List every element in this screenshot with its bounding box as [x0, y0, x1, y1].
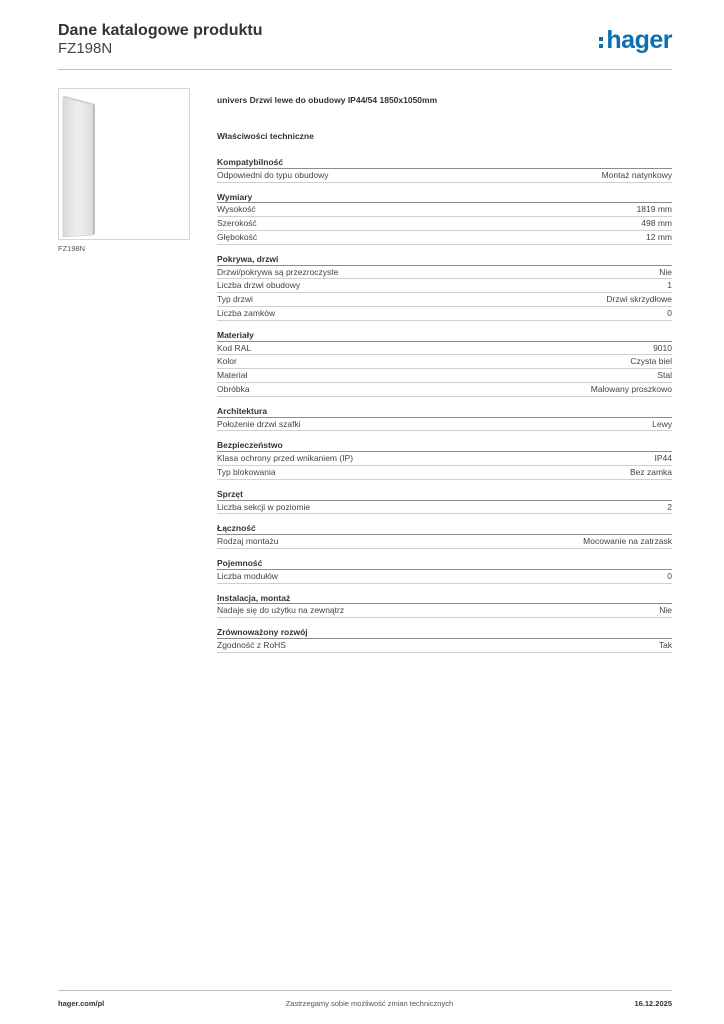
spec-row [217, 231, 672, 245]
page-header [58, 22, 672, 70]
technical-properties-title: Właściwości techniczne [217, 131, 314, 141]
spec-section [217, 405, 672, 432]
spec-row [217, 307, 672, 321]
spec-value: Stal [657, 370, 672, 381]
section-title: Pojemność [217, 557, 672, 570]
spec-row [217, 535, 672, 549]
spec-label: Położenie drzwi szafki [217, 418, 301, 429]
spec-label: Typ drzwi [217, 294, 253, 305]
page-footer [58, 990, 672, 1008]
spec-row [217, 452, 672, 466]
spec-value: Nie [659, 266, 672, 277]
spec-section [217, 191, 672, 245]
spec-value: Bez zamka [629, 466, 672, 477]
spec-section [217, 592, 672, 619]
spec-row [217, 639, 672, 653]
spec-section [217, 488, 672, 515]
product-image [58, 88, 190, 240]
spec-value: 0 [667, 307, 672, 318]
spec-label: Rodzaj montażu [217, 536, 279, 547]
spec-section [217, 557, 672, 584]
spec-label: Liczba modułów [217, 570, 278, 581]
spec-value: Mocowanie na zatrzask [583, 536, 672, 547]
spec-label: Nadaje się do użytku na zewnątrz [217, 605, 345, 616]
section-title: Architektura [217, 405, 672, 418]
technical-sections [217, 156, 672, 653]
spec-row [217, 203, 672, 217]
spec-label: Obróbka [217, 383, 250, 394]
spec-value: Malowany proszkowo [590, 383, 672, 394]
spec-row [217, 355, 672, 369]
spec-row [217, 383, 672, 397]
spec-section [217, 522, 672, 549]
section-title: Sprzęt [217, 488, 672, 501]
spec-label: Liczba sekcji w poziomie [217, 501, 311, 512]
spec-value: Drzwi skrzydłowe [606, 294, 672, 305]
section-title: Bezpieczeństwo [217, 439, 672, 452]
section-title: Łączność [217, 522, 672, 535]
spec-value: 12 mm [646, 231, 672, 242]
logo-dots-icon [599, 37, 603, 48]
spec-value: Tak [658, 639, 672, 650]
spec-label: Typ blokowania [217, 466, 276, 477]
spec-value: 1 [667, 280, 672, 291]
section-title: Instalacja, montaż [217, 592, 672, 605]
spec-label: Odpowiedni do typu obudowy [217, 169, 329, 180]
website-link[interactable]: hager.com/pl [58, 999, 105, 1008]
door-panel-icon [59, 89, 189, 239]
spec-row [217, 217, 672, 231]
disclaimer-text: Zastrzegamy sobie możliwość zmian technicznych [285, 999, 454, 1008]
spec-section [217, 626, 672, 653]
spec-label: Klasa ochrony przed wnikaniem (IP) [217, 453, 354, 464]
spec-label: Zgodność z RoHS [217, 639, 286, 650]
hager-logo [599, 27, 672, 53]
spec-row [217, 266, 672, 280]
spec-section [217, 329, 672, 397]
product-description: univers Drzwi lewe do obudowy IP44/54 1850x1050mm [217, 95, 438, 105]
spec-value: 0 [667, 570, 672, 581]
spec-value: 2 [667, 501, 672, 512]
spec-value: IP44 [654, 453, 672, 464]
spec-row [217, 169, 672, 183]
spec-value: Montaż natynkowy [601, 169, 672, 180]
spec-value: Lewy [652, 418, 672, 429]
spec-value: 1819 mm [636, 204, 672, 215]
product-code: FZ198N [58, 40, 113, 57]
spec-value: Nie [659, 605, 672, 616]
logo-text: hager [606, 26, 672, 54]
section-title: Kompatybilność [217, 156, 672, 169]
spec-row [217, 342, 672, 356]
spec-label: Liczba zamków [217, 307, 276, 318]
page-title: Dane katalogowe produktu [58, 22, 263, 39]
section-title: Wymiary [217, 191, 672, 204]
spec-value: Czysta biel [630, 356, 672, 367]
spec-label: Liczba drzwi obudowy [217, 280, 301, 291]
spec-row [217, 570, 672, 584]
spec-row [217, 369, 672, 383]
spec-row [217, 466, 672, 480]
spec-label: Wysokość [217, 204, 256, 215]
spec-row [217, 279, 672, 293]
spec-section [217, 156, 672, 183]
spec-section [217, 253, 672, 321]
spec-value: 9010 [653, 342, 672, 353]
spec-label: Drzwi/pokrywa są przezroczyste [217, 266, 339, 277]
spec-row [217, 418, 672, 432]
spec-label: Kolor [217, 356, 237, 367]
spec-row [217, 604, 672, 618]
spec-label: Kod RAL [217, 342, 252, 353]
spec-label: Głębokość [217, 231, 258, 242]
section-title: Pokrywa, drzwi [217, 253, 672, 266]
spec-label: Szerokość [217, 218, 257, 229]
spec-row [217, 293, 672, 307]
product-details [217, 95, 672, 661]
document-date: 16.12.2025 [634, 999, 672, 1008]
spec-section [217, 439, 672, 479]
section-title: Materiały [217, 329, 672, 342]
section-title: Zrównoważony rozwój [217, 626, 672, 639]
spec-row [217, 501, 672, 515]
image-caption: FZ198N [58, 244, 86, 253]
spec-value: 498 mm [641, 218, 672, 229]
spec-label: Materiał [217, 370, 248, 381]
